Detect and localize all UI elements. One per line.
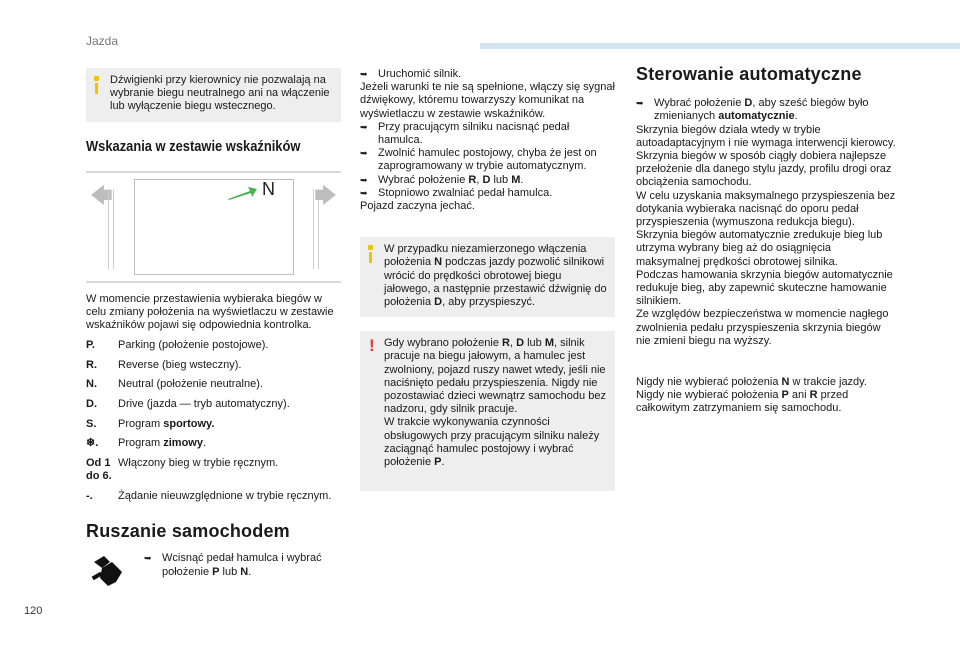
arrow-bullet-icon: ➥ [360, 187, 368, 198]
gear-indicator: N [262, 178, 275, 199]
warning-icon: ! [369, 336, 375, 356]
paragraph: Ze względów bezpieczeństwa w momencie nagłego zwolnienia pedału przyspieszenia skrzynia biegów nie zmieni biegu na wyższy. [636, 308, 889, 347]
gear-definitions [86, 339, 341, 503]
intro-paragraph: W momencie przestawienia wybieraka biegów w celu zmiany położenia na wyświetlaczu w zestawie wskaźników pojawi się odpowiednia kontrolka. [86, 292, 334, 332]
paragraph: Nigdy nie wybierać położenia N w trakcie jazdy. [636, 376, 867, 389]
right-column [636, 64, 896, 416]
paragraph: Skrzynia biegów działa wtedy w trybie autoadaptacyjnym i nie wymaga interwencji kierowcy. Skrzynia biegów w sposób ciągły dobiera najlepsze przełożenie dla danego stylu jazdy, profilu drogi oraz obciążenia samochodu. [636, 123, 896, 189]
instruction-bullet: ➥ Wybrać położenie R, D lub M. [360, 173, 524, 186]
arrow-bullet-icon: ➥ [360, 174, 368, 185]
section-title: Jazda [86, 34, 119, 48]
instruction-bullet: ➥ Przy pracującym silniku nacisnąć pedał hamulca. [360, 120, 570, 147]
left-column [86, 68, 341, 593]
warning-note: ! Gdy wybrano położenie R, D lub M, silnik pracuje na biegu jałowym, a hamulec jest zwolniony, pojazd ruszy nawet wtedy, jeśli nie naciśnięto pedału przyspieszenia. Nigdy nie pozostawiać dzieci wewnątrz samochodu bez nadzoru, gdy silnik pracuje. W trakcie wykonywania czynności obsługowych przy pracującym silniku należy zaciągnąć hamulec postojowy i wybrać położenie P. [360, 331, 615, 491]
definition-row: N. Neutral (położenie neutralne). [86, 378, 263, 391]
definition-row: -. Żądanie nieuwzględnione w trybie ręcznym. [86, 490, 332, 503]
info-icon [368, 245, 373, 263]
definition-row: S. Program sportowy. [86, 417, 215, 430]
arrow-left-icon: 🡄 [90, 182, 113, 208]
info-icon [94, 76, 99, 94]
arrow-bullet-icon: ➥ [360, 121, 368, 132]
paragraph: W celu uzyskania maksymalnego przyspieszenia bez dotykania wybieraka nacisnąć do oporu pedał przyspieszenia (wymuszona redukcja biegu). Skrzynia biegów automatycznie zredukuje bieg lub utrzyma wybrany bieg aż do osiągnięcia maksymalnej prędkości obrotowej silnika. [636, 189, 896, 268]
info-note: W przypadku niezamierzonego włączenia położenia N podczas jazdy pozwolić silnikowi wrócić do prędkości obrotowej biegu jałowego, a następnie przestawić dźwignię do położenia D, aby przyspieszyć. [360, 237, 615, 317]
page-number: 120 [24, 605, 43, 617]
green-arrow-icon [226, 185, 258, 201]
definition-row: ❄. Program zimowy. [86, 437, 207, 450]
definition-row: Od 1 do 6. Włączony bieg w trybie ręcznym. [86, 457, 279, 483]
middle-column [360, 68, 615, 491]
instruction-bullet: ➥ Zwolnić hamulec postojowy, chyba że jest on zaprogramowany w trybie automatycznym. [360, 147, 597, 173]
arrow-bullet-icon: ➥ [360, 69, 368, 79]
arrow-right-icon: 🡆 [314, 182, 337, 208]
paragraph: Pojazd zaczyna jechać. [360, 200, 475, 213]
paragraph: Podczas hamowania skrzynia biegów automatycznie redukuje bieg, aby zapewnić skuteczne hamowanie silnikiem. [636, 268, 893, 308]
brake-pedal-foot-icon [86, 552, 144, 592]
paragraph: Nigdy nie wybierać położenia P ani R przed całkowitym zatrzymaniem się samochodu. [636, 389, 849, 415]
paragraph: Jeżeli warunki te nie są spełnione, włączy się sygnał dźwiękowy, któremu towarzyszy komunikat na wyświetlaczu w zestawie wskaźników. [360, 81, 615, 120]
section-heading-automatic: Sterowanie automatyczne [636, 64, 862, 84]
start-step: ➥ Wcisnąć pedał hamulca i wybrać położenie P lub N. [86, 552, 341, 592]
header-accent-bar [480, 43, 960, 49]
instruction-bullet: ➥ Uruchomić silnik. [360, 68, 462, 80]
section-heading-indicators: Wskazania w zestawie wskaźników [86, 137, 301, 155]
instrument-panel-illustration [86, 171, 341, 283]
definition-row: R. Reverse (bieg wsteczny). [86, 358, 242, 371]
arrow-bullet-icon: ➥ [636, 98, 644, 109]
instruction-bullet: ➥ Stopniowo zwalniać pedał hamulca. [360, 186, 553, 199]
arrow-bullet-icon: ➥ [144, 553, 152, 564]
definition-row: D. Drive (jazda — tryb automatyczny). [86, 398, 290, 411]
definition-row: P. Parking (położenie postojowe). [86, 338, 269, 351]
arrow-bullet-icon: ➥ [360, 148, 368, 159]
info-note: Dźwigienki przy kierownicy nie pozwalają na wybranie biegu neutralnego ani na włączenie lub wyłączenie biegu wstecznego. [86, 68, 341, 122]
instruction-bullet: ➥ Wybrać położenie D, aby sześć biegów było zmienianych automatycznie. [636, 97, 869, 123]
section-heading-start: Ruszanie samochodem [86, 521, 290, 542]
